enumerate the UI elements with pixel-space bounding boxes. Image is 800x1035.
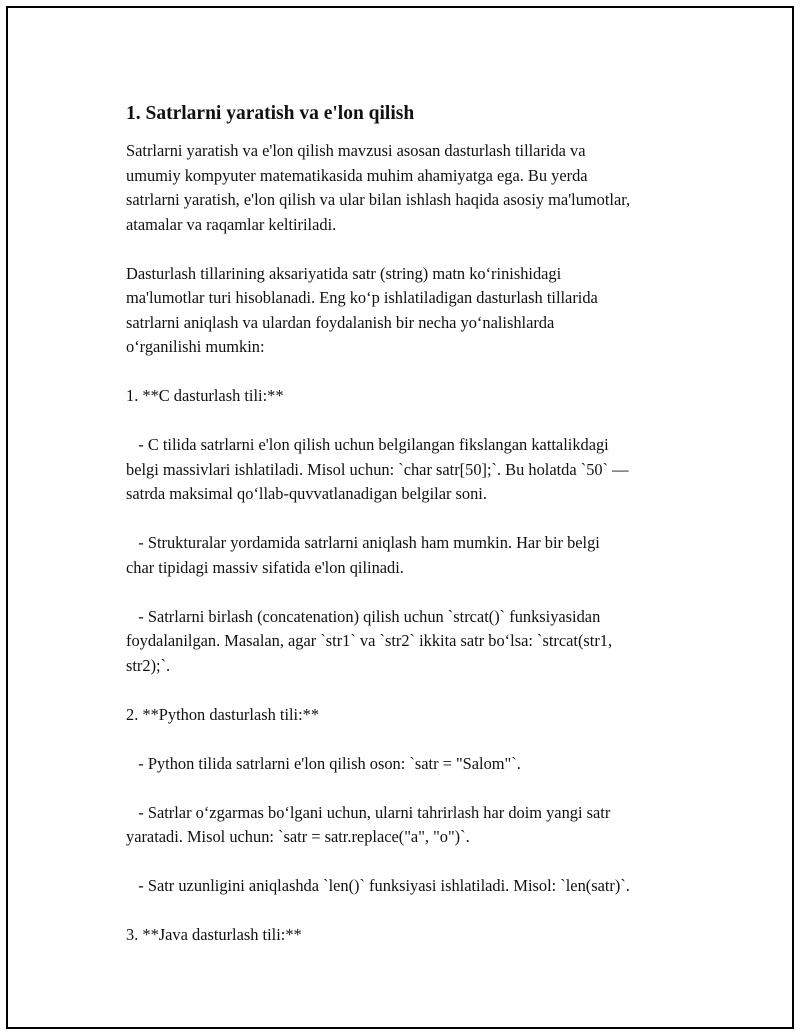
paragraph-gap (126, 507, 706, 532)
paragraph-gap (126, 237, 706, 262)
paragraph-gap (126, 850, 706, 875)
list-item-python-len: - Satr uzunligini aniqlashda `len()` funksiyasi ishlatiladi. Misol: `len(satr)`. (126, 876, 630, 895)
list-heading-python: 2. **Python dasturlash tili:** (126, 704, 320, 724)
list-item-c-strcat: - Satrlarni birlash (concatenation) qilish uchun `strcat()` funksiyasidan foydalanilgan. Masalan, agar `str1` va `str2` ikkita satr boʻlsa: `strcat(str1, str2);`. (126, 606, 613, 675)
list-heading-java: 3. **Java dasturlash tili:** (126, 925, 302, 944)
list-heading-c: 1. **C dasturlash tili:** (126, 386, 284, 405)
paragraph-gap (126, 678, 706, 703)
list-item-c-structs: - Strukturalar yordamida satrlarni aniqlash ham mumkin. Har bir belgi char tipidagi massiv sifatida e'lon qilinadi. (126, 533, 600, 577)
list-item-python-declare: - Python tilida satrlarni e'lon qilish oson: `satr = "Salom"`. (126, 753, 521, 773)
section-title: 1. Satrlarni yaratish va e'lon qilish (126, 103, 415, 124)
paragraph-string-types: Dasturlash tillarining aksariyatida satr (string) matn koʻrinishidagi ma'lumotlar turi hisoblanadi. Eng koʻp ishlatiladigan dasturlash tillarida satrlarni aniqlash va ulardan foydalanish bir necha yoʻnalishlarda oʻrganilishi mumkin: (126, 263, 598, 356)
paragraph-gap (126, 409, 706, 434)
document-body (126, 100, 706, 948)
paragraph-gap (126, 360, 706, 385)
paragraph-intro: Satrlarni yaratish va e'lon qilish mavzusi asosan dasturlash tillarida va umumiy kompyuter matematikasida muhim ahamiyatga ega. Bu yerda satrlarni yaratish, e'lon qilish va ular bilan ishlash haqida asosiy ma'lumotlar, atamalar va raqamlar keltiriladi. (126, 141, 631, 234)
list-item-c-arrays: - C tilida satrlarni e'lon qilish uchun belgilangan fikslangan kattalikdagi belgi massivlari ishlatiladi. Misol uchun: `char satr[50];`. Bu holatda `50` — satrda maksimal qoʻllab-quvvatlanadigan belgilar soni. (126, 435, 629, 503)
page-frame (6, 6, 794, 1029)
paragraph-gap (126, 580, 706, 605)
paragraph-gap (126, 899, 706, 924)
paragraph-gap (126, 727, 706, 752)
list-item-python-immutable: - Satrlar oʻzgarmas boʻlgani uchun, ularni tahrirlash har doim yangi satr yaratadi. Misol uchun: `satr = satr.replace("a", "o")`. (126, 802, 611, 846)
paragraph-gap (126, 776, 706, 801)
